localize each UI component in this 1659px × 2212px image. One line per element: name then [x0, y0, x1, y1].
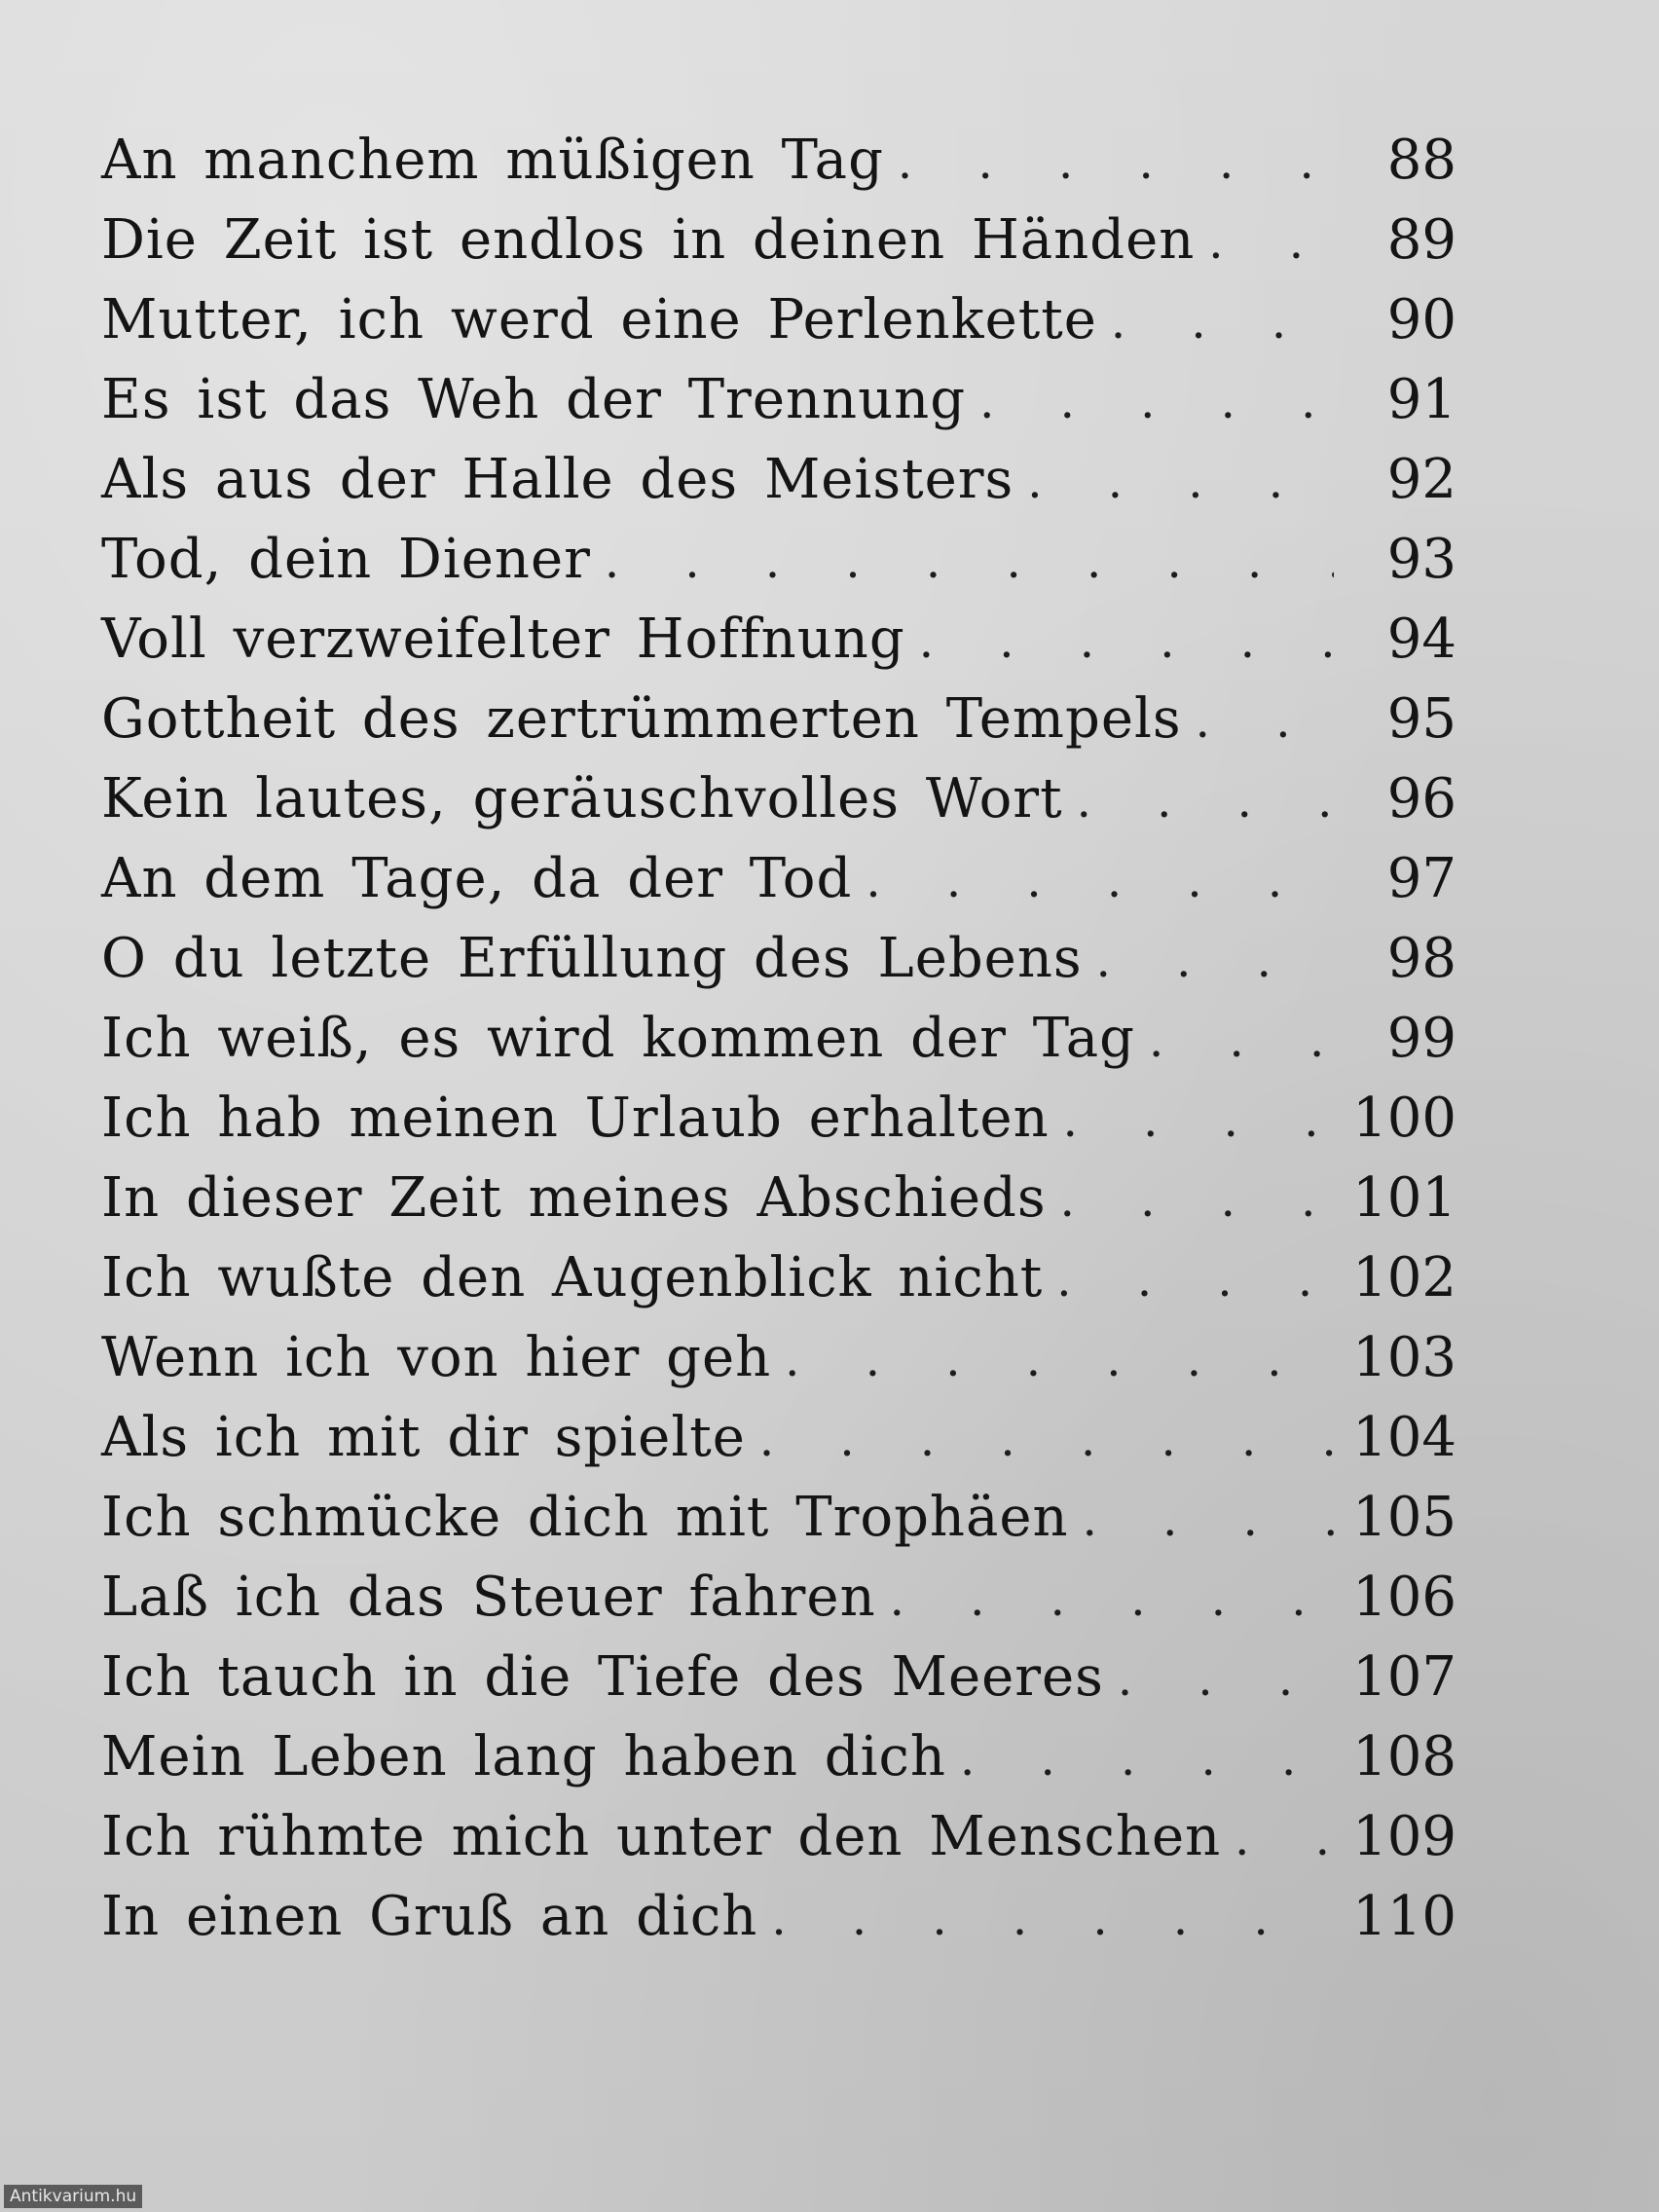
toc-entry-page: 89 [1386, 208, 1456, 272]
dot-leader [1235, 1799, 1334, 1879]
toc-entry [101, 680, 1456, 759]
toc-entry [101, 1478, 1456, 1558]
toc-entry-page: 99 [1386, 1007, 1456, 1070]
toc-entry-page: 88 [1386, 129, 1456, 192]
toc-entry [101, 1558, 1456, 1638]
dot-leader [1149, 1001, 1334, 1081]
toc-entry-title: O du letzte Erfüllung des Lebens [101, 927, 1083, 990]
toc-entry [101, 280, 1456, 360]
dot-leader [1027, 442, 1334, 522]
toc-entry-page: 98 [1386, 927, 1456, 990]
toc-entry-page: 101 [1352, 1166, 1456, 1230]
toc-entry-title: Ich tauch in die Tiefe des Meeres [101, 1645, 1104, 1709]
dot-leader [919, 602, 1334, 682]
dot-leader [1083, 1480, 1334, 1560]
dot-leader [1056, 1240, 1334, 1320]
toc-entry-title: Mein Leben lang haben dich [101, 1725, 946, 1788]
toc-entry-page: 107 [1352, 1645, 1456, 1709]
toc-entry [101, 1238, 1456, 1318]
toc-entry-title: In einen Gruß an dich [101, 1885, 758, 1948]
toc-entry [101, 1318, 1456, 1398]
toc-entry [101, 1717, 1456, 1797]
toc-entry-title: Als ich mit dir spielte [101, 1406, 746, 1469]
toc-entry-page: 102 [1352, 1246, 1456, 1309]
dot-leader [1060, 1161, 1334, 1240]
dot-leader [960, 1719, 1334, 1799]
toc-entry-page: 110 [1352, 1885, 1456, 1948]
toc-entry [101, 1079, 1456, 1159]
dot-leader [1208, 203, 1334, 282]
toc-entry-title: Wenn ich von hier geh [101, 1326, 772, 1389]
dot-leader [1196, 682, 1334, 761]
dot-leader [759, 1400, 1334, 1480]
dot-leader [979, 362, 1334, 442]
toc-entry [101, 839, 1456, 919]
toc-entry-page: 95 [1386, 687, 1456, 751]
dot-leader [1096, 921, 1334, 1001]
table-of-contents [101, 121, 1456, 1957]
toc-entry-title: Mutter, ich werd eine Perlenkette [101, 288, 1097, 351]
toc-entry [101, 759, 1456, 839]
toc-entry-page: 94 [1386, 608, 1456, 671]
toc-entry-title: Gottheit des zertrümmerten Tempels [101, 687, 1182, 751]
toc-entry-title: Laß ich das Steuer fahren [101, 1566, 876, 1629]
toc-entry [101, 520, 1456, 600]
toc-entry-title: Die Zeit ist endlos in deinen Händen [101, 208, 1196, 272]
dot-leader [785, 1320, 1334, 1400]
toc-entry-page: 106 [1352, 1566, 1456, 1629]
toc-entry-title: Ich hab meinen Urlaub erhalten [101, 1087, 1050, 1150]
toc-entry-page: 108 [1352, 1725, 1456, 1788]
toc-entry [101, 121, 1456, 201]
dot-leader [1111, 282, 1334, 362]
toc-entry-title: Kein lautes, geräuschvolles Wort [101, 767, 1063, 830]
toc-entry-title: Ich rühmte mich unter den Menschen [101, 1805, 1222, 1868]
toc-entry-page: 109 [1352, 1805, 1456, 1868]
toc-entry-title: Ich weiß, es wird kommen der Tag [101, 1007, 1135, 1070]
toc-entry [101, 360, 1456, 440]
toc-entry-page: 92 [1386, 448, 1456, 511]
toc-entry-title: Tod, dein Diener [101, 528, 591, 591]
source-watermark: Antikvarium.hu [4, 2185, 142, 2208]
toc-entry-page: 103 [1352, 1326, 1456, 1389]
dot-leader [771, 1879, 1334, 1959]
toc-entry-page: 97 [1386, 847, 1456, 910]
dot-leader [1063, 1081, 1334, 1161]
dot-leader [1077, 761, 1334, 841]
toc-entry-page: 100 [1352, 1087, 1456, 1150]
dot-leader [898, 123, 1334, 203]
toc-entry [101, 440, 1456, 520]
dot-leader [890, 1560, 1334, 1640]
toc-entry-title: Es ist das Weh der Trennung [101, 368, 967, 431]
toc-entry [101, 1877, 1456, 1957]
toc-entry-page: 90 [1386, 288, 1456, 351]
toc-entry [101, 600, 1456, 680]
dot-leader [605, 522, 1334, 602]
dot-leader [866, 841, 1334, 921]
toc-entry-title: In dieser Zeit meines Abschieds [101, 1166, 1047, 1230]
toc-entry-page: 91 [1386, 368, 1456, 431]
toc-entry [101, 1159, 1456, 1238]
toc-entry-title: Ich wußte den Augenblick nicht [101, 1246, 1044, 1309]
dot-leader [1118, 1640, 1334, 1719]
toc-entry-page: 105 [1352, 1486, 1456, 1549]
toc-entry-title: Ich schmücke dich mit Trophäen [101, 1486, 1069, 1549]
toc-entry-page: 104 [1352, 1406, 1456, 1469]
toc-entry-title: Voll verzweifelter Hoffnung [101, 608, 905, 671]
toc-entry [101, 919, 1456, 999]
toc-entry [101, 999, 1456, 1079]
toc-entry-page: 93 [1386, 528, 1456, 591]
toc-entry-title: An dem Tage, da der Tod [101, 847, 853, 910]
toc-entry-page: 96 [1386, 767, 1456, 830]
toc-entry [101, 1398, 1456, 1478]
toc-entry [101, 201, 1456, 280]
toc-entry-title: Als aus der Halle des Meisters [101, 448, 1014, 511]
toc-entry-title: An manchem müßigen Tag [101, 129, 884, 192]
toc-entry [101, 1638, 1456, 1717]
toc-entry [101, 1797, 1456, 1877]
